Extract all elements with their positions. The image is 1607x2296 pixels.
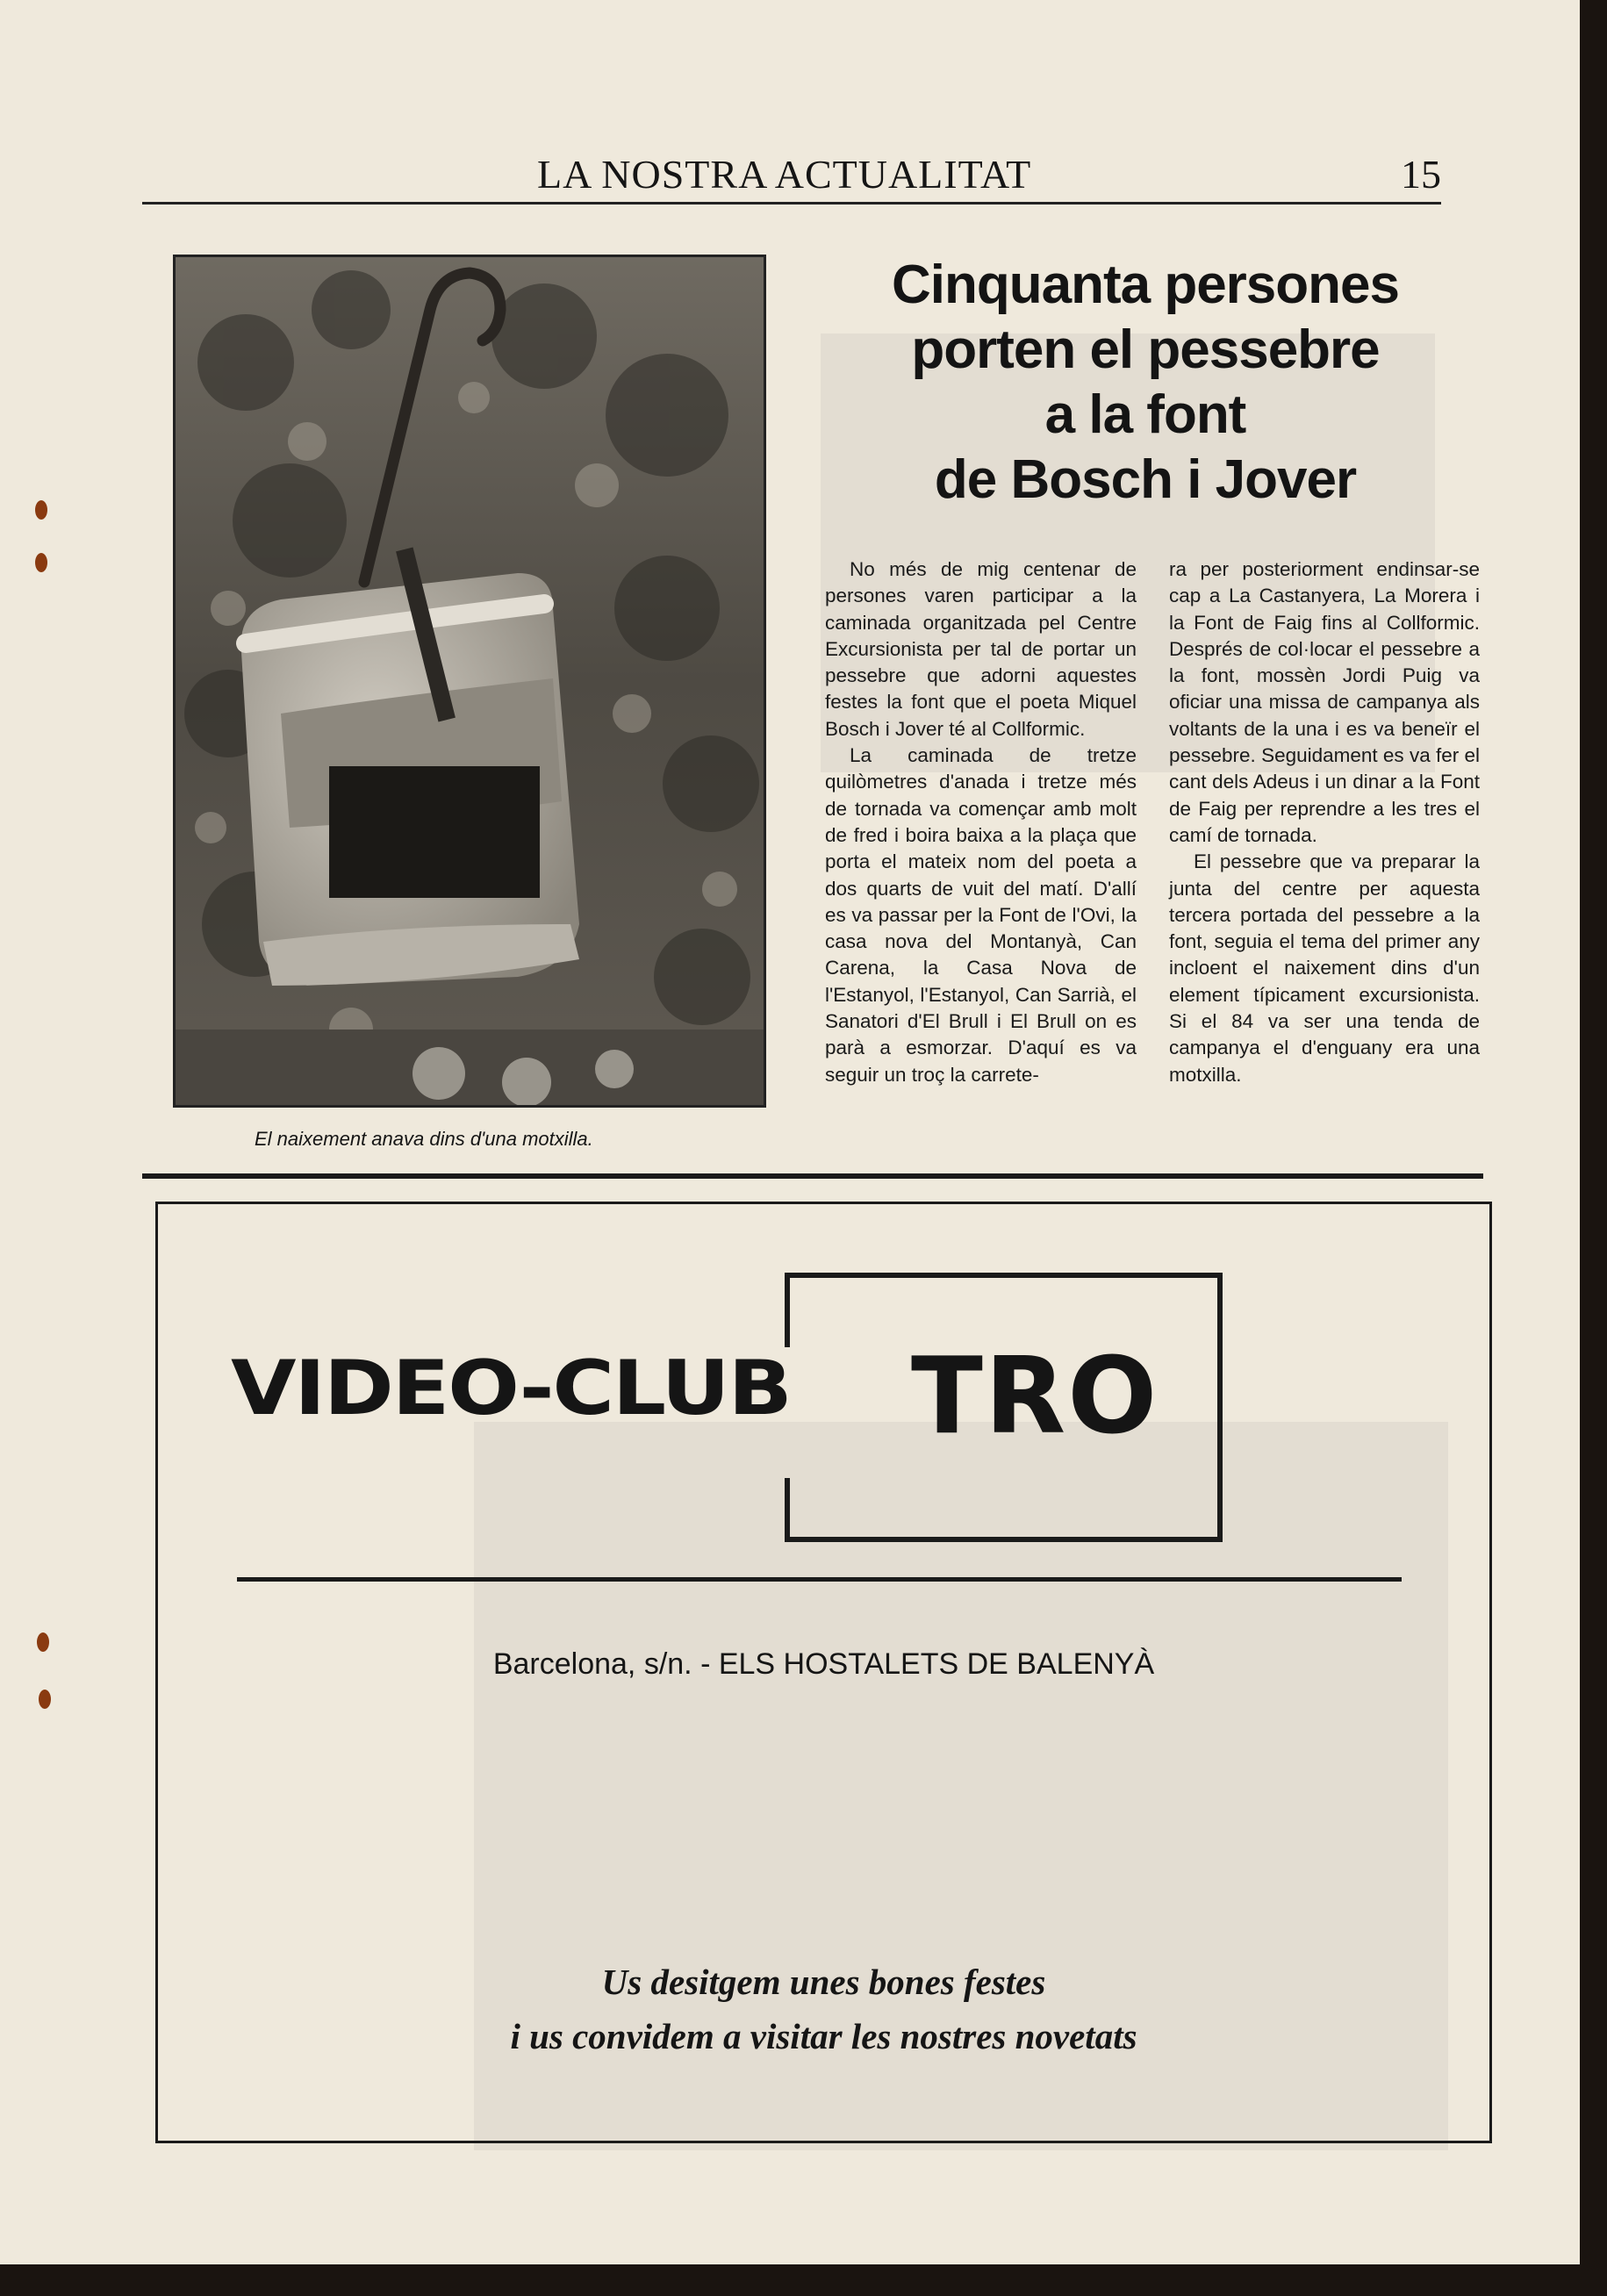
article-column-2 <box>1169 556 1480 1088</box>
article-paragraph: ra per posteriorment endinsar-se cap a La Castanyera, La Morera i la Font de Faig fins al Collformic. Després de col·locar el pessebre a la font, mossèn Jordi Puig va oficiar una missa de campanya als voltants de la una i es va beneïr el pessebre. Seguidament es va fer el cant dels Adeus i un dinar a la Font de Faig per reprendre a les tres el camí de tornada. <box>1169 558 1480 846</box>
ad-name-tro: TRO <box>911 1336 1159 1458</box>
article-column-1 <box>825 556 1137 1088</box>
headline-line: Cinquanta persones <box>892 255 1399 315</box>
ad-slogan-line: Us desitgem unes bones festes <box>601 1962 1046 2002</box>
ad-address: Barcelona, s/n. - ELS HOSTALETS DE BALENYÀ <box>492 1647 1155 1681</box>
section-title: LA NOSTRA ACTUALITAT <box>537 152 1032 197</box>
photo-caption: El naixement anava dins d'una motxilla. <box>255 1128 593 1150</box>
ad-slogan <box>158 1955 1489 2063</box>
ad-slogan-line: i us convidem a visitar les nostres novetats <box>510 2016 1137 2056</box>
logo-bracket-frame <box>785 1273 790 1347</box>
page-number: 15 <box>1401 152 1441 197</box>
logo-bracket-frame <box>785 1537 1223 1542</box>
logo-bracket-frame <box>785 1478 790 1542</box>
binding-hole-mark <box>39 1690 51 1709</box>
binding-hole-mark <box>35 553 47 572</box>
advertisement-box <box>155 1202 1492 2143</box>
article-paragraph: No més de mig centenar de persones varen participar a la caminada organitzada pel Centre Excursionista per tal de portar un pessebre que adorni aquestes festes la font que el poeta Miquel Bosch i Jover té al Collformic. <box>825 558 1137 740</box>
binding-hole-mark <box>37 1632 49 1652</box>
photo-backpack-nativity <box>173 255 766 1108</box>
article-headline <box>843 253 1448 513</box>
section-divider <box>142 1173 1483 1179</box>
headline-line: porten el pessebre <box>911 319 1380 380</box>
header-rule <box>142 202 1441 204</box>
headline-line: de Bosch i Jover <box>934 449 1357 510</box>
article-paragraph: El pessebre que va preparar la junta del centre per aquesta tercera portada del pessebre a la font, seguia el tema del primer any incloent el naixement dins d'un element típicament excursionista. Si el 84 va ser una tenda de campanya el d'enguany era una motxilla. <box>1169 850 1480 1086</box>
headline-line: a la font <box>1044 384 1246 445</box>
article-paragraph: La caminada de tretze quilòmetres d'anada i tretze més de tornada va començar amb molt de fred i boira baixa a la plaça que porta el mateix nom del poeta a dos quarts de vuit del matí. D'allí es va passar per la Font de l'Ovi, la casa nova del Montanyà, Can Carena, la Casa Nova de l'Estanyol, l'Estanyol, Can Sarrià, el Sanatori d'El Brull i El Brull on es parà a esmorzar. D'aquí es va seguir un troç la carrete- <box>825 744 1137 1086</box>
ad-rule <box>237 1577 1402 1582</box>
binding-hole-mark <box>35 500 47 520</box>
page-header <box>142 140 1441 202</box>
ad-name-videoclub: VIDEO-CLUB <box>231 1345 791 1432</box>
